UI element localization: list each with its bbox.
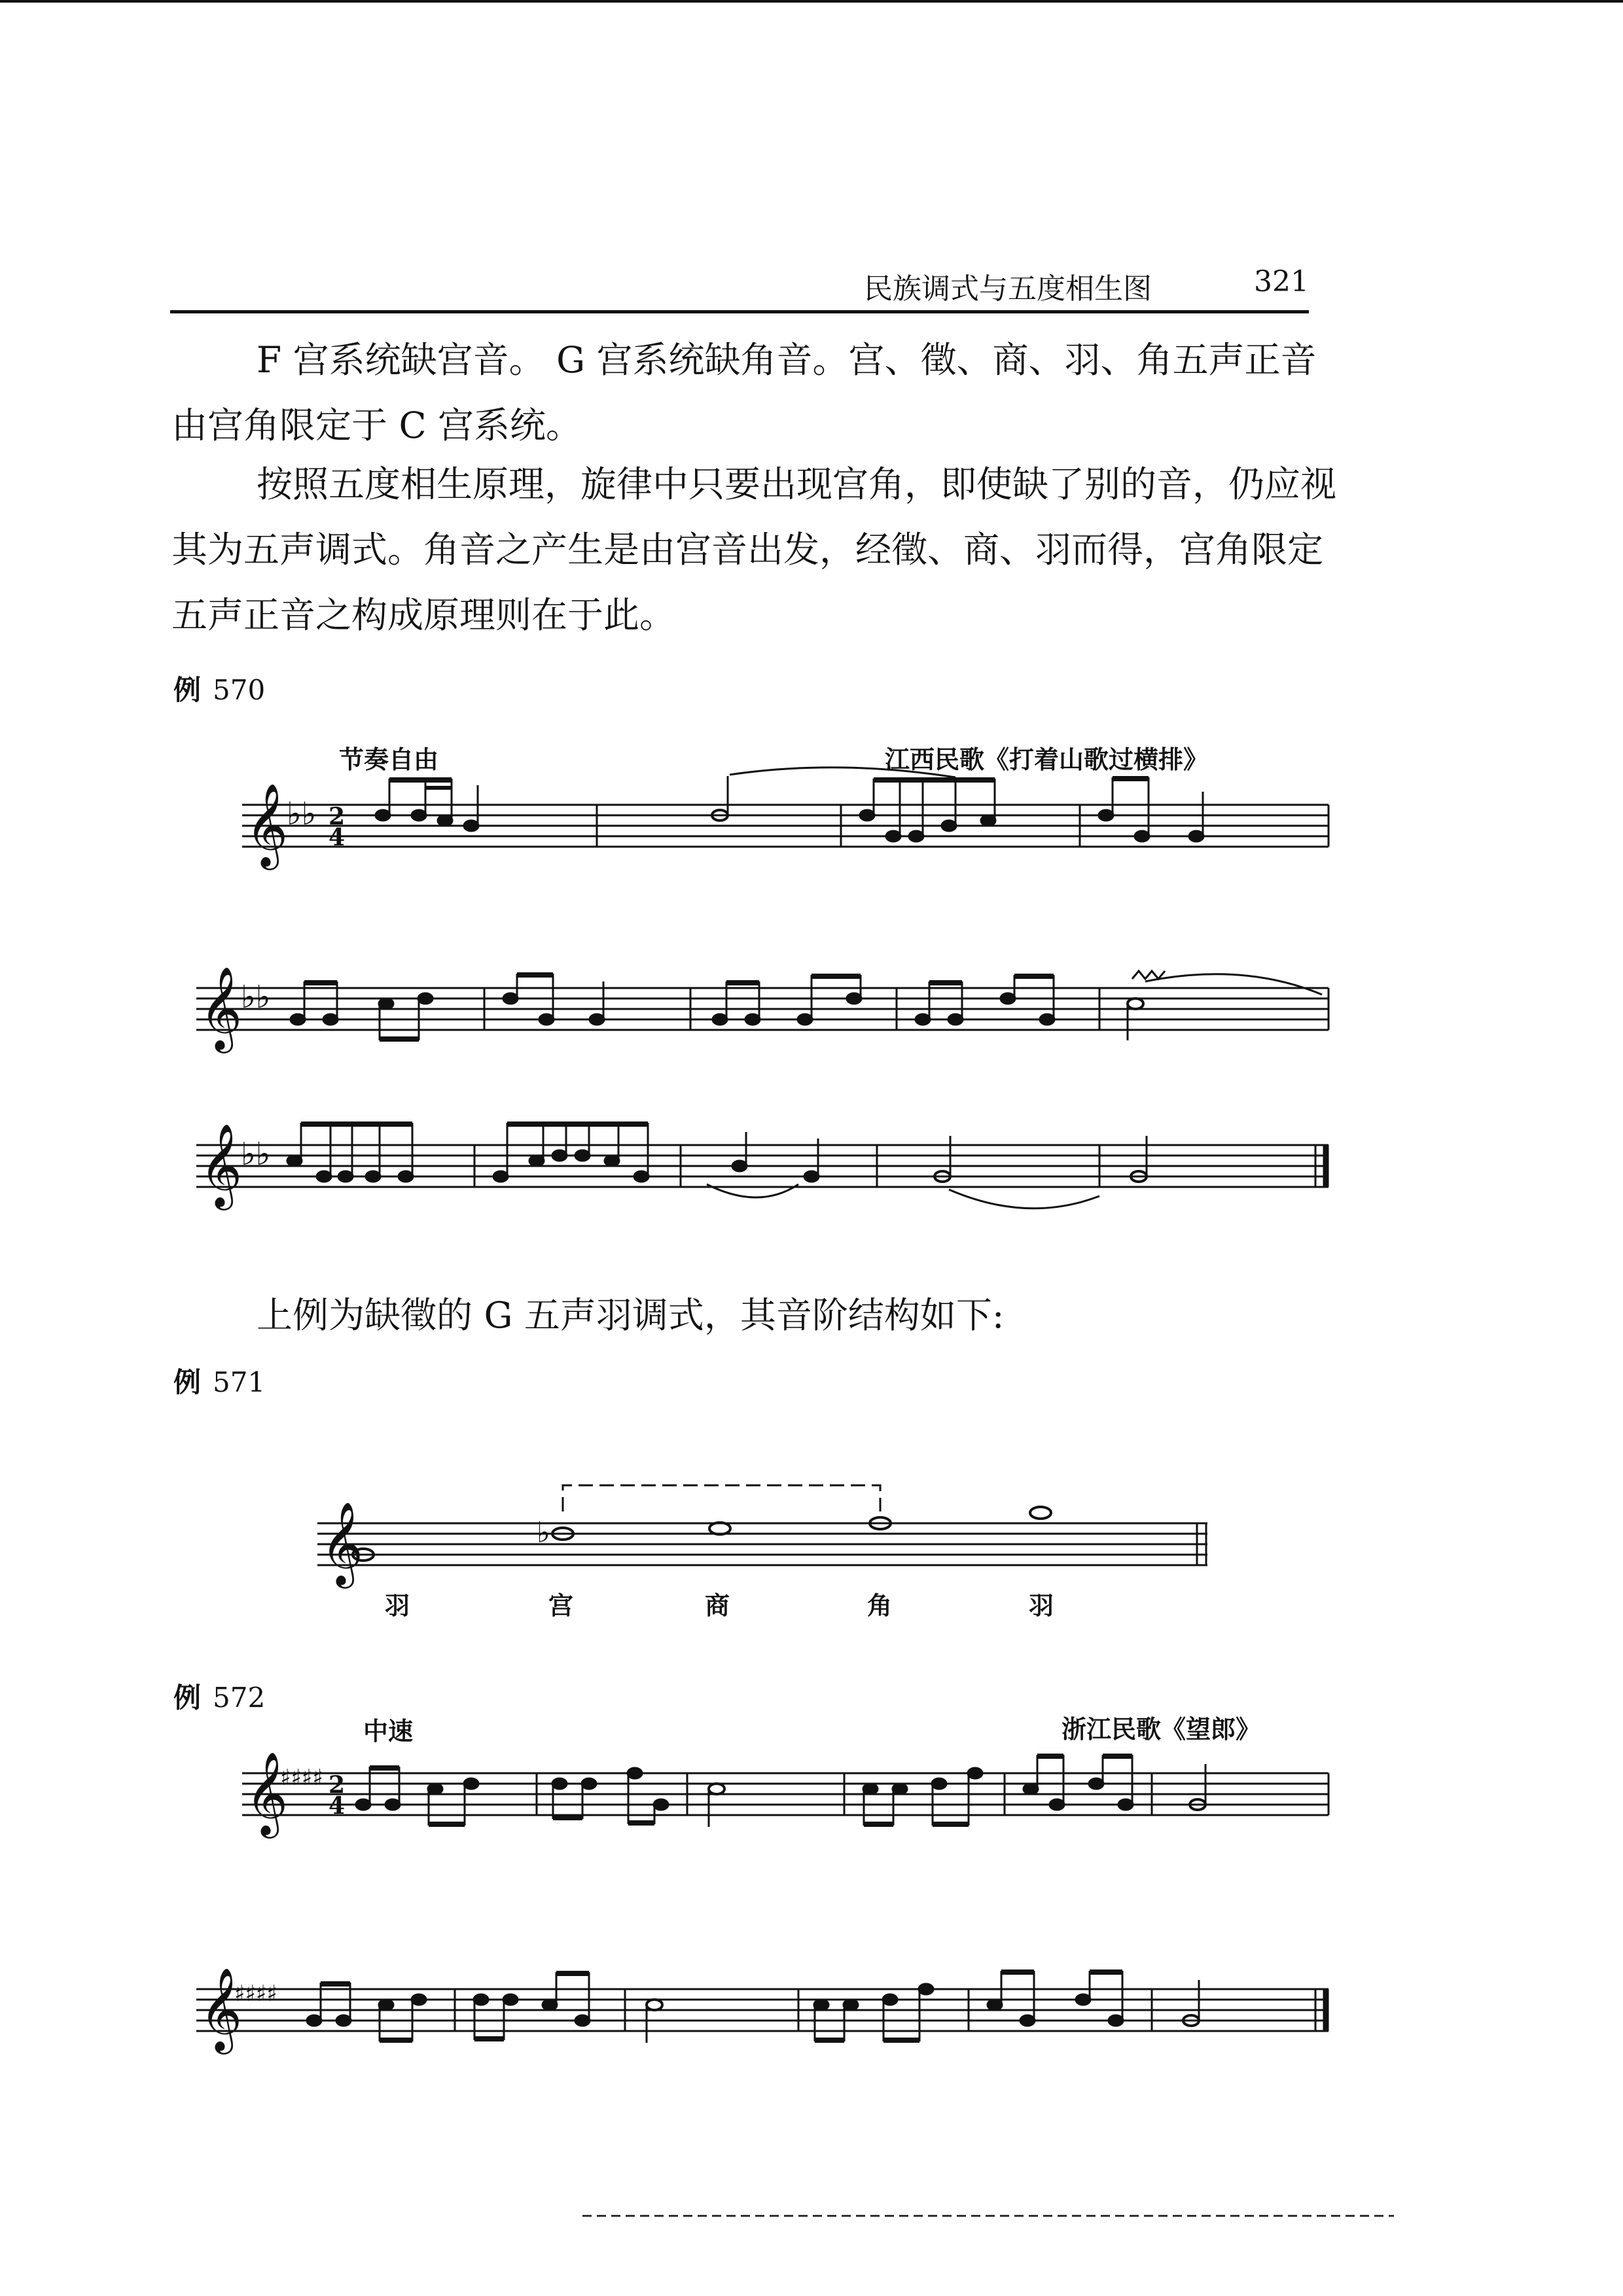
time-sig-top: 2 [329, 803, 346, 830]
treble-clef-icon: 𝄞 [200, 966, 243, 1050]
scale-degree: 羽 [385, 1591, 410, 1620]
time-sig-bottom: 4 [329, 824, 346, 851]
treble-clef-icon: 𝄞 [200, 1123, 243, 1207]
staff-570-system-3 [183, 1112, 1342, 1217]
staff-571-scale [311, 1466, 1227, 1597]
treble-clef-icon: 𝄞 [200, 1967, 243, 2051]
example-prefix: 例 [173, 674, 202, 706]
song-source: 江西民歌《打着山歌过横排》 [885, 745, 1209, 774]
tempo-marking: 中速 [363, 1717, 414, 1746]
flat-icon: ♭♭ [287, 796, 317, 832]
time-sig-top: 2 [329, 1771, 346, 1799]
staff-570-system-2 [183, 955, 1342, 1060]
page-number: 321 [1254, 265, 1309, 298]
treble-clef-icon: 𝄞 [245, 1751, 289, 1835]
scale-degree: 商 [705, 1591, 730, 1620]
dashed-bracket [563, 1485, 880, 1511]
example-number: 572 [213, 1682, 266, 1714]
scale-degree: 宫 [548, 1591, 574, 1620]
example-572-label [173, 1676, 265, 1716]
scan-top-border [0, 0, 1623, 3]
sharp-icon: ♯♯♯♯ [280, 1765, 323, 1791]
tempo-marking: 节奏自由 [339, 745, 439, 774]
header-title: 民族调式与五度相生图 [864, 272, 1152, 306]
staff-572-system-1 [183, 1740, 1342, 1845]
scale-degree: 角 [867, 1591, 893, 1620]
scan-artifact-line [582, 2215, 1394, 2217]
paragraph-3: 上例为缺徵的 G 五声羽调式，其音阶结构如下: [257, 1294, 1005, 1336]
flat-icon: ♭♭ [241, 1136, 271, 1173]
trill-icon [1132, 971, 1165, 979]
song-source: 浙江民歌《望郎》 [1061, 1715, 1261, 1744]
staff-570-system-1 [183, 772, 1342, 877]
example-prefix: 例 [173, 1366, 202, 1398]
example-number: 570 [213, 674, 266, 706]
staff-572-system-2 [183, 1956, 1342, 2061]
example-prefix: 例 [173, 1682, 202, 1714]
scale-degree: 羽 [1029, 1591, 1054, 1620]
flat-icon: ♭ [537, 1516, 550, 1549]
example-570-label [173, 669, 265, 708]
flat-icon: ♭♭ [241, 979, 271, 1016]
treble-clef-icon: 𝄞 [321, 1501, 364, 1585]
treble-clef-icon: 𝄞 [245, 783, 289, 866]
example-number: 571 [213, 1366, 266, 1398]
header-rule [170, 310, 1309, 313]
time-sig-bottom: 4 [329, 1792, 346, 1820]
running-header [170, 258, 1309, 311]
sharp-icon: ♯♯♯♯ [234, 1981, 277, 2007]
paragraph-2: 按照五度相生原理，旋律中只要出现宫角，即使缺了别的音，仍应视其为五声调式。角音之产生是由宫音出发，经徵、商、羽而得，宫角限定五声正音之构成原理则在于此。 [171, 463, 1337, 636]
example-571-label [173, 1361, 265, 1400]
paragraph-1: F 宫系统缺宫音。 G 宫系统缺角音。宫、徵、商、羽、角五声正音由宫角限定于 C 宫系统。 [171, 339, 1317, 446]
